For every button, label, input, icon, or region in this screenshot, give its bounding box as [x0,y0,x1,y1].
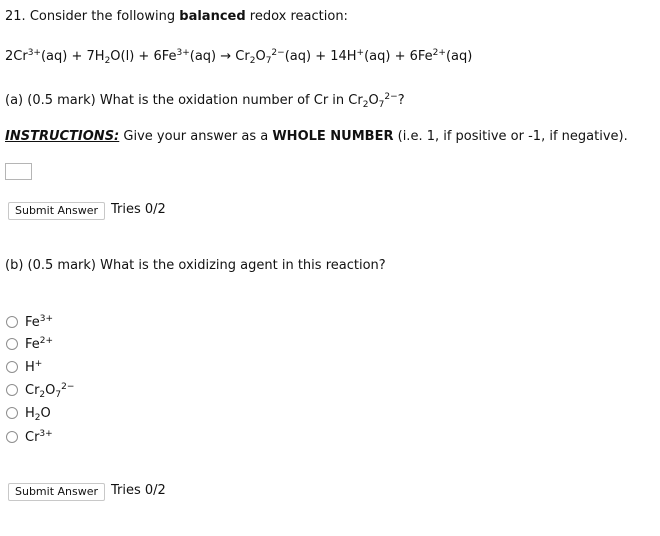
radio-button[interactable] [6,338,18,350]
option-fe3plus[interactable] [6,313,53,331]
part-a-subscript: 2 [362,100,369,110]
part-a-text: O [368,93,379,108]
option-text: Fe [25,336,40,352]
option-text: H [25,359,35,375]
eq-term: (aq) + 6Fe [364,49,433,64]
part-a-charge: 2− [384,92,398,102]
eq-term: (aq) + 14H [284,49,357,64]
radio-button[interactable] [6,431,18,443]
eq-term: (aq) + 7H [40,49,105,64]
option-subscript: 2 [34,412,41,423]
eq-term: O(l) + 6Fe [110,49,177,64]
option-text: O [45,382,56,398]
option-water[interactable] [6,404,51,422]
option-cr3plus[interactable] [6,428,53,446]
eq-charge: 3+ [27,48,41,58]
option-charge: 2+ [39,335,54,346]
question-intro-bold: balanced [179,9,246,24]
option-text: O [40,405,51,421]
instructions-bold: WHOLE NUMBER [272,129,394,144]
tries-counter-a: Tries 0/2 [111,202,166,217]
option-charge: + [34,358,43,369]
part-a-text: ? [397,93,405,108]
eq-term: (aq) [445,49,473,64]
eq-charge: 2+ [432,48,446,58]
part-a-subscript: 7 [378,100,385,110]
submit-answer-button-a[interactable]: Submit Answer [8,202,105,220]
radio-button[interactable] [6,384,18,396]
option-charge: 3+ [39,428,53,439]
option-text: Cr [25,429,40,445]
eq-term: 2Cr [5,49,28,64]
radio-button[interactable] [6,407,18,419]
part-b-question: (b) (0.5 mark) What is the oxidizing agent in this reaction? [5,258,386,273]
option-charge: 3+ [39,313,54,324]
option-text: H [25,405,35,421]
question-intro: Consider the following [29,9,176,24]
option-text: Cr [25,382,40,398]
instructions-text: Give your answer as a [123,129,269,144]
eq-charge: 2− [271,48,285,58]
redox-equation [5,49,472,64]
submit-answer-button-b[interactable]: Submit Answer [8,483,105,501]
tries-counter-b: Tries 0/2 [111,483,166,498]
option-text: Fe [25,314,40,330]
eq-subscript: 2 [104,56,111,66]
question-heading [5,9,348,24]
question-number: 21. [5,9,26,24]
eq-charge: 3+ [176,48,190,58]
option-label [25,430,53,445]
eq-term: O [255,49,266,64]
option-label [25,360,42,375]
option-label [25,383,74,398]
part-a-question [5,93,405,108]
instructions-label: INSTRUCTIONS: [5,129,120,144]
option-charge: 2− [61,381,75,392]
option-fe2plus[interactable] [6,335,53,353]
radio-button[interactable] [6,361,18,373]
radio-button[interactable] [6,316,18,328]
eq-subscript: 7 [265,56,272,66]
option-label [25,337,53,352]
eq-term: (aq) → Cr [189,49,250,64]
answer-input[interactable] [5,163,32,180]
option-subscript: 2 [39,389,46,400]
eq-charge: + [356,48,365,58]
option-label [25,406,51,421]
question-intro-end: redox reaction: [249,9,348,24]
option-dichromate[interactable] [6,381,74,399]
option-label [25,315,53,330]
option-hplus[interactable] [6,358,42,376]
instructions-text-end: (i.e. 1, if positive or -1, if negative). [397,129,628,144]
part-a-text: (a) (0.5 mark) What is the oxidation number of Cr in Cr [5,93,363,108]
eq-subscript: 2 [249,56,256,66]
instructions [5,129,628,144]
option-subscript: 7 [55,389,62,400]
